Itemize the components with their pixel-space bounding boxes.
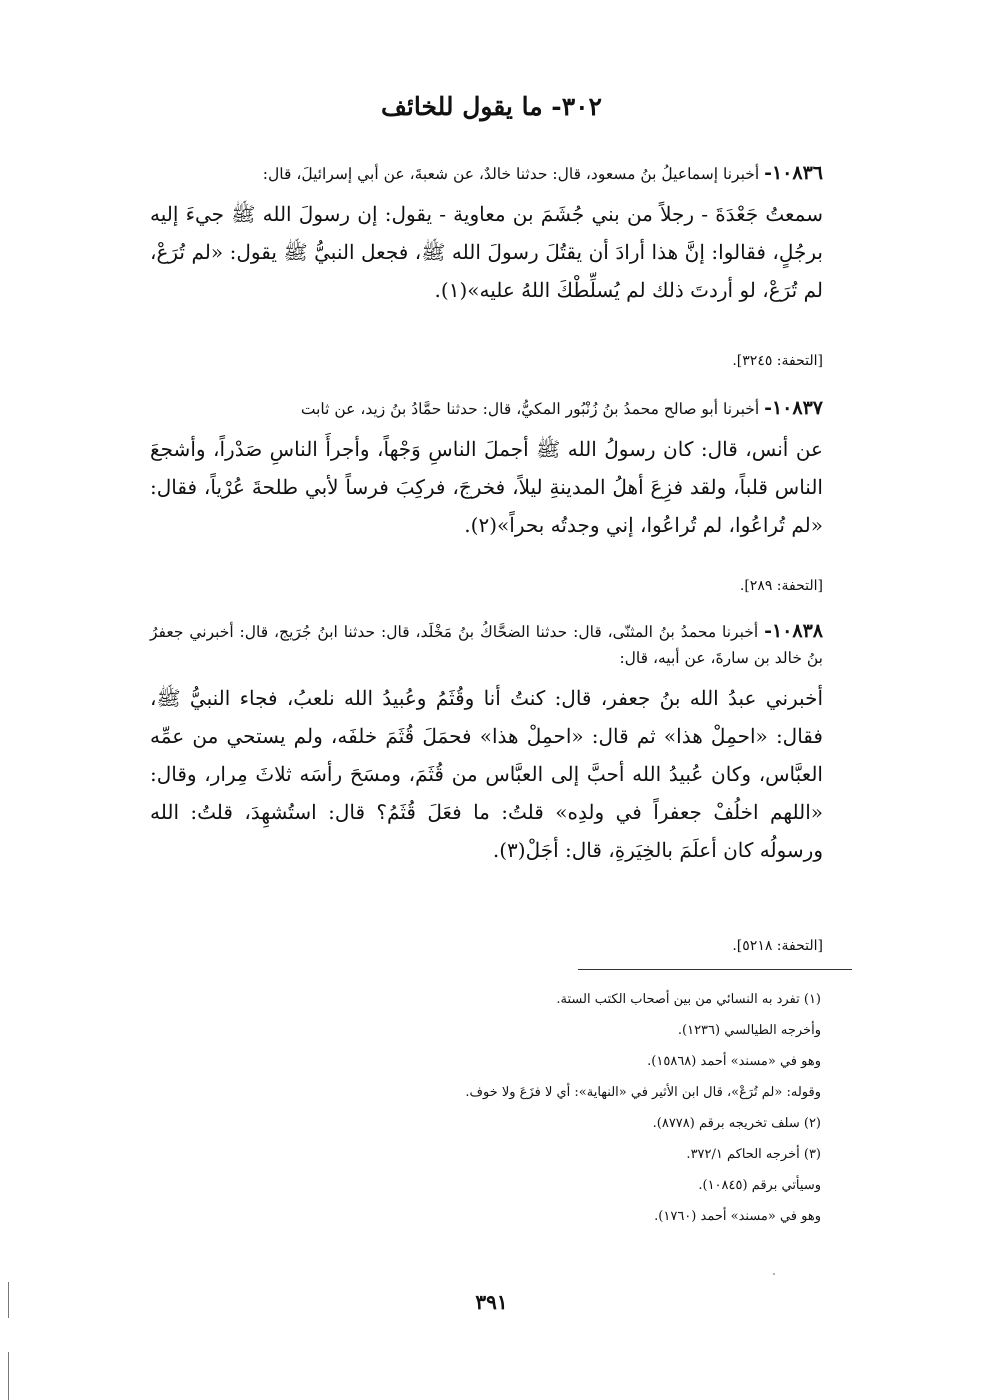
hadith-chain <box>150 160 823 187</box>
hadith-isnad: أخبرنا أبو صالح محمدُ بنُ زُنْبُور المكيُّ، قال: حدثنا حمَّادُ بنُ زيد، عن ثابت <box>300 400 760 418</box>
footnote-line: وهو في «مسند» أحمد (١٧٦٠). <box>654 1209 821 1224</box>
hadith-isnad: أخبرنا محمدُ بنُ المثنّى، قال: حدثنا الضحَّاكُ بنُ مَخْلَد، قال: حدثنا ابنُ جُرَيج، قال: أخبرني جعفرُ بنُ خالد بن سارةَ، عن أبيه، قال: <box>150 623 823 667</box>
hadith-10837 <box>150 395 823 544</box>
footnote-line: وسيأتي برقم (١٠٨٤٥). <box>698 1178 821 1193</box>
chapter-title: ٣٠٢- ما يقول للخائف <box>381 92 602 121</box>
footnotes-list <box>380 984 821 1232</box>
scan-speck <box>773 1273 775 1275</box>
hadith-chain <box>150 395 823 422</box>
footnote-line: (٣) أخرجه الحاكم ٣٧٢/١. <box>686 1147 821 1162</box>
hadith-number: ١٠٨٣٧- <box>764 397 823 419</box>
footnote-line: (٢) سلف تخريجه برقم (٨٧٧٨). <box>652 1116 821 1131</box>
hadith-isnad: أخبرنا إسماعيلُ بنُ مسعود، قال: حدثنا خالدٌ، عن شعبةَ، عن أبي إسرائيلَ، قال: <box>262 165 760 183</box>
hadith-chain <box>150 618 823 671</box>
tuhfa-reference: [التحفة: ٥٢١٨]. <box>732 938 823 954</box>
footnote-line: وهو في «مسند» أحمد (١٥٨٦٨). <box>647 1054 821 1069</box>
hadith-number: ١٠٨٣٨- <box>764 620 823 642</box>
hadith-10838 <box>150 618 823 869</box>
hadith-text: أخبرني عبدُ الله بنُ جعفر، قال: كنتُ أنا وقُثَمُ وعُبيدُ الله نلعبُ، فجاء النبيُّ ﷺ، فقال: «احمِلْ هذا» ثم قال: «احمِلْ هذا» فحمَلَ قُثَمَ خلفَه، ولم يستحي من عمِّه العبَّاس، وكان عُبيدُ الله أحبَّ إلى العبَّاس من قُثَمَ، ومسَحَ رأسَه ثلاثَ مِرار، وقال: «اللهم اخلُفْ جعفراً في ولدِه» قلتُ: ما فعَلَ قُثَمُ؟ قال: استُشهِدَ، قلتُ: الله ورسولُه كان أعلَمَ بالخِيَرةِ، قال: أجَلْ(٣). <box>150 686 823 862</box>
page-number: ٣٩١ <box>475 1290 508 1314</box>
footnote-separator <box>578 969 852 970</box>
hadith-text: عن أنس، قال: كان رسولُ الله ﷺ أجملَ الناسِ وَجْهاً، وأجرأَ الناسِ صَدْراً، وأشجعَ الناس قلباً، ولقد فزِعَ أهلُ المدينةِ ليلاً، فخرجَ، فركِبَ فرساً لأبي طلحةَ عُرْياً، فقال: «لم تُراعُوا، لم تُراعُوا، إني وجدتُه بحراً»(٢). <box>150 437 823 537</box>
hadith-text: سمعتُ جَعْدَةَ - رجلاً من بني جُشَمَ بن معاوية - يقول: إن رسولَ الله ﷺ جيءَ إليه برجُلٍ، فقالوا: إنَّ هذا أرادَ أن يقتُلَ رسولَ الله ﷺ، فجعل النبيُّ ﷺ يقول: «لم تُرَعْ، لم تُرَعْ، لو أردتَ ذلك لم يُسلِّطْكَ اللهُ عليه»(١). <box>150 202 823 302</box>
tuhfa-reference: [التحفة: ٣٢٤٥]. <box>732 353 823 369</box>
hadith-number: ١٠٨٣٦- <box>764 162 823 184</box>
footnote-line: وأخرجه الطيالسي (١٢٣٦). <box>677 1023 821 1038</box>
footnote-line: (١) تفرد به النسائي من بين أصحاب الكتب الستة. <box>556 992 821 1007</box>
scan-margin-mark <box>8 1352 9 1400</box>
hadith-10836 <box>150 160 823 309</box>
footnote-line: وقوله: «لم تُرَعْ»، قال ابن الأثير في «النهاية»: أي لا فزَعَ ولا خوف. <box>465 1085 821 1100</box>
tuhfa-reference: [التحفة: ٢٨٩]. <box>739 578 823 594</box>
scan-margin-mark <box>8 1282 9 1318</box>
